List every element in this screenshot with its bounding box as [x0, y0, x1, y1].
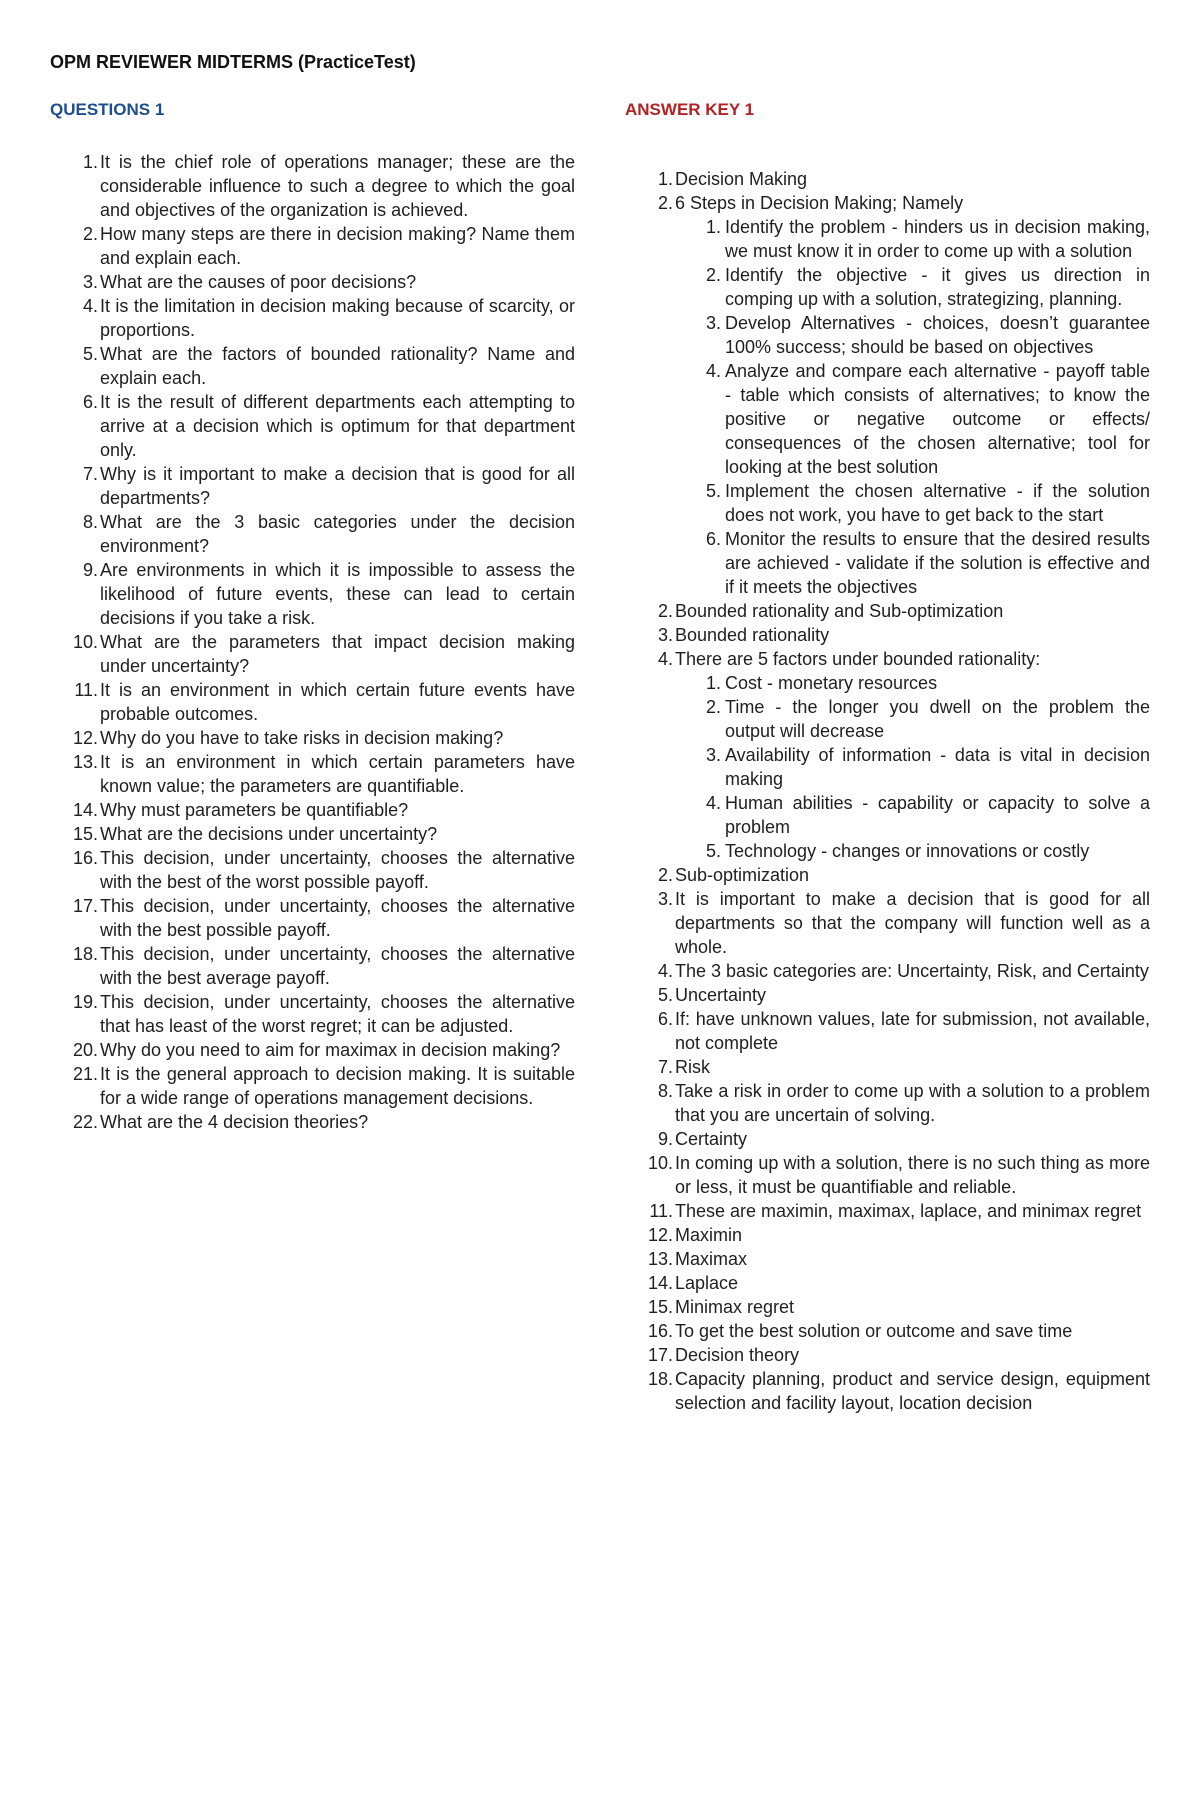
item-text: It is the chief role of operations manager; these are the considerable influence to such a degree to which the goal and objectives of the organization is achieved. — [100, 152, 575, 220]
question-item — [50, 222, 575, 270]
sub-list-item — [675, 671, 1150, 695]
sub-item-number: 4. — [705, 361, 721, 381]
item-text: Minimax regret — [675, 1297, 795, 1317]
question-item — [50, 462, 575, 510]
item-number: 4. — [657, 649, 673, 669]
item-number: 18. — [647, 1369, 673, 1389]
item-text: Bounded rationality and Sub-optimization — [675, 601, 1004, 621]
item-text: What are the factors of bounded rationality? Name and explain each. — [100, 344, 575, 388]
item-text: What are the causes of poor decisions? — [100, 272, 417, 292]
question-item — [50, 270, 575, 294]
sub-list-item — [675, 263, 1150, 311]
answer-item — [625, 1151, 1150, 1199]
sub-item-text: Identify the problem - hinders us in decision making, we must know it in order to come up with a solution — [725, 217, 1150, 261]
item-number: 11. — [74, 680, 98, 700]
item-number: 15. — [72, 824, 98, 844]
sub-item-number: 4. — [705, 793, 721, 813]
item-number: 1. — [82, 152, 98, 172]
item-text: What are the decisions under uncertainty? — [100, 824, 438, 844]
item-number: 1. — [657, 169, 673, 189]
item-number: 21. — [72, 1064, 98, 1084]
answer-item — [625, 1367, 1150, 1415]
item-number: 8. — [657, 1081, 673, 1101]
sub-item-number: 6. — [705, 529, 721, 549]
sub-item-text: Time - the longer you dwell on the problem the output will decrease — [725, 697, 1150, 741]
answer-item — [625, 167, 1150, 191]
sub-item-text: Availability of information - data is vital in decision making — [725, 745, 1150, 789]
question-item — [50, 846, 575, 894]
item-number: 5. — [657, 985, 673, 1005]
sub-item-text: Identify the objective - it gives us direction in comping up with a solution, strategizing, planning. — [725, 265, 1150, 309]
sub-item-number: 2. — [705, 697, 721, 717]
item-number: 14. — [647, 1273, 673, 1293]
item-number: 2. — [657, 193, 673, 213]
question-item — [50, 1062, 575, 1110]
item-text: It is the general approach to decision making. It is suitable for a wide range of operations management decisions. — [100, 1064, 575, 1108]
item-text: This decision, under uncertainty, chooses the alternative with the best possible payoff. — [100, 896, 575, 940]
sub-item-number: 3. — [705, 313, 721, 333]
item-text: Sub-optimization — [675, 865, 810, 885]
item-number: 15. — [647, 1297, 673, 1317]
item-text: Maximax — [675, 1249, 748, 1269]
sub-list-item — [675, 839, 1150, 863]
item-number: 9. — [657, 1129, 673, 1149]
sub-list-item — [675, 527, 1150, 599]
item-text: Take a risk in order to come up with a solution to a problem that you are uncertain of solving. — [675, 1081, 1150, 1125]
sub-item-number: 3. — [705, 745, 721, 765]
item-text: It is the limitation in decision making because of scarcity, or proportions. — [100, 296, 575, 340]
question-item — [50, 390, 575, 462]
item-text: Why do you need to aim for maximax in decision making? — [100, 1040, 561, 1060]
sub-item-text: Cost - monetary resources — [725, 673, 938, 693]
question-item — [50, 894, 575, 942]
document-title: OPM REVIEWER MIDTERMS (PracticeTest) — [50, 52, 416, 72]
item-number: 8. — [82, 512, 98, 532]
item-number: 17. — [647, 1345, 673, 1365]
item-text: 6 Steps in Decision Making; Namely — [675, 193, 964, 213]
item-text: This decision, under uncertainty, chooses the alternative that has least of the worst regret; it can be adjusted. — [100, 992, 575, 1036]
answer-key-list — [625, 167, 1150, 1415]
sub-list — [675, 215, 1150, 599]
item-text: These are maximin, maximax, laplace, and minimax regret — [675, 1201, 1142, 1221]
sub-item-number: 2. — [705, 265, 721, 285]
item-text: Decision theory — [675, 1345, 800, 1365]
item-text: What are the 3 basic categories under the decision environment? — [100, 512, 575, 556]
question-item — [50, 558, 575, 630]
answer-item — [625, 1055, 1150, 1079]
item-text: The 3 basic categories are: Uncertainty, Risk, and Certainty — [675, 961, 1149, 981]
sub-item-number: 5. — [705, 481, 721, 501]
sub-item-text: Human abilities - capability or capacity to solve a problem — [725, 793, 1150, 837]
item-number: 7. — [82, 464, 98, 484]
item-number: 6. — [82, 392, 98, 412]
questions-column — [50, 100, 575, 1134]
question-item — [50, 630, 575, 678]
item-text: Uncertainty — [675, 985, 767, 1005]
question-item — [50, 678, 575, 726]
question-item — [50, 510, 575, 558]
sub-list-item — [675, 695, 1150, 743]
item-number: 17. — [72, 896, 98, 916]
item-number: 6. — [657, 1009, 673, 1029]
item-text: What are the 4 decision theories? — [100, 1112, 369, 1132]
item-text: Laplace — [675, 1273, 739, 1293]
sub-item-text: Analyze and compare each alternative - payoff table - table which consists of alternatives; to know the positive or negative outcome or effects/ consequences of the chosen alternative; tool for looking at the best solution — [725, 361, 1150, 477]
item-number: 13. — [72, 752, 98, 772]
answer-item — [625, 599, 1150, 623]
item-text: Why must parameters be quantifiable? — [100, 800, 409, 820]
item-number: 3. — [82, 272, 98, 292]
item-number: 10. — [647, 1153, 673, 1173]
item-text: This decision, under uncertainty, chooses the alternative with the best average payoff. — [100, 944, 575, 988]
item-number: 2. — [82, 224, 98, 244]
sub-list-item — [675, 215, 1150, 263]
sub-item-number: 1. — [705, 673, 721, 693]
answer-item — [625, 623, 1150, 647]
question-item — [50, 990, 575, 1038]
item-text: It is an environment in which certain parameters have known value; the parameters are quantifiable. — [100, 752, 575, 796]
item-number: 10. — [72, 632, 98, 652]
answer-key-column — [625, 100, 1150, 1415]
item-text: Risk — [675, 1057, 710, 1077]
sub-item-text: Monitor the results to ensure that the desired results are achieved - validate if the solution is effective and if it meets the objectives — [725, 529, 1150, 597]
question-item — [50, 150, 575, 222]
item-number: 16. — [647, 1321, 673, 1341]
item-number: 13. — [647, 1249, 673, 1269]
answer-item — [625, 1295, 1150, 1319]
item-text: It is important to make a decision that is good for all departments so that the company will function well as a whole. — [675, 889, 1150, 957]
question-item — [50, 1110, 575, 1134]
sub-list-item — [675, 791, 1150, 839]
item-number: 7. — [657, 1057, 673, 1077]
item-text: It is the result of different departments each attempting to arrive at a decision which is optimum for that department only. — [100, 392, 575, 460]
question-item — [50, 750, 575, 798]
sub-item-text: Technology - changes or innovations or costly — [725, 841, 1090, 861]
item-text: If: have unknown values, late for submission, not available, not complete — [675, 1009, 1150, 1053]
item-text: To get the best solution or outcome and save time — [675, 1321, 1073, 1341]
item-text: It is an environment in which certain future events have probable outcomes. — [100, 680, 575, 724]
sub-list-item — [675, 311, 1150, 359]
item-number: 2. — [657, 865, 673, 885]
item-text: How many steps are there in decision making? Name them and explain each. — [100, 224, 575, 268]
sub-list — [675, 671, 1150, 863]
sub-list-item — [675, 743, 1150, 791]
item-number: 3. — [657, 889, 673, 909]
answer-item — [625, 1223, 1150, 1247]
question-item — [50, 822, 575, 846]
item-number: 2. — [657, 601, 673, 621]
answer-item — [625, 887, 1150, 959]
question-item — [50, 798, 575, 822]
item-number: 20. — [72, 1040, 98, 1060]
questions-heading: QUESTIONS 1 — [50, 100, 165, 119]
item-text: In coming up with a solution, there is no such thing as more or less, it must be quantifiable and reliable. — [675, 1153, 1150, 1197]
answer-key-heading: ANSWER KEY 1 — [625, 100, 755, 119]
item-text: Bounded rationality — [675, 625, 830, 645]
questions-list — [50, 150, 575, 1134]
item-number: 16. — [72, 848, 98, 868]
question-item — [50, 726, 575, 750]
sub-item-number: 5. — [705, 841, 721, 861]
question-item — [50, 1038, 575, 1062]
item-text: Why do you have to take risks in decision making? — [100, 728, 504, 748]
answer-item — [625, 863, 1150, 887]
item-text: Maximin — [675, 1225, 743, 1245]
question-item — [50, 942, 575, 990]
answer-item — [625, 1343, 1150, 1367]
answer-item — [625, 191, 1150, 599]
item-text: This decision, under uncertainty, chooses the alternative with the best of the worst possible payoff. — [100, 848, 575, 892]
item-text: Capacity planning, product and service design, equipment selection and facility layout, location decision — [675, 1369, 1150, 1413]
answer-item — [625, 1007, 1150, 1055]
item-number: 4. — [657, 961, 673, 981]
item-text: Why is it important to make a decision that is good for all departments? — [100, 464, 575, 508]
item-number: 12. — [647, 1225, 673, 1245]
sub-list-item — [675, 479, 1150, 527]
sub-item-text: Develop Alternatives - choices, doesn’t guarantee 100% success; should be based on objectives — [725, 313, 1150, 357]
item-text: Decision Making — [675, 169, 808, 189]
answer-item — [625, 1271, 1150, 1295]
answer-item — [625, 983, 1150, 1007]
item-number: 3. — [657, 625, 673, 645]
answer-item — [625, 959, 1150, 983]
item-number: 18. — [72, 944, 98, 964]
question-item — [50, 294, 575, 342]
answer-item — [625, 1079, 1150, 1127]
item-text: Certainty — [675, 1129, 748, 1149]
item-number: 22. — [72, 1112, 98, 1132]
answer-item — [625, 1199, 1150, 1223]
sub-item-number: 1. — [705, 217, 721, 237]
sub-item-text: Implement the chosen alternative - if the solution does not work, you have to get back to the start — [725, 481, 1150, 525]
item-text: There are 5 factors under bounded rationality: — [675, 649, 1041, 669]
item-text: Are environments in which it is impossible to assess the likelihood of future events, these can lead to certain decisions if you take a risk. — [100, 560, 575, 628]
item-number: 4. — [82, 296, 98, 316]
sub-list-item — [675, 359, 1150, 479]
item-number: 19. — [72, 992, 98, 1012]
item-number: 9. — [82, 560, 98, 580]
question-item — [50, 342, 575, 390]
answer-item — [625, 647, 1150, 863]
answer-item — [625, 1319, 1150, 1343]
item-number: 12. — [72, 728, 98, 748]
item-number: 14. — [72, 800, 98, 820]
item-number: 11. — [649, 1201, 673, 1221]
answer-item — [625, 1127, 1150, 1151]
item-number: 5. — [82, 344, 98, 364]
item-text: What are the parameters that impact decision making under uncertainty? — [100, 632, 575, 676]
answer-item — [625, 1247, 1150, 1271]
